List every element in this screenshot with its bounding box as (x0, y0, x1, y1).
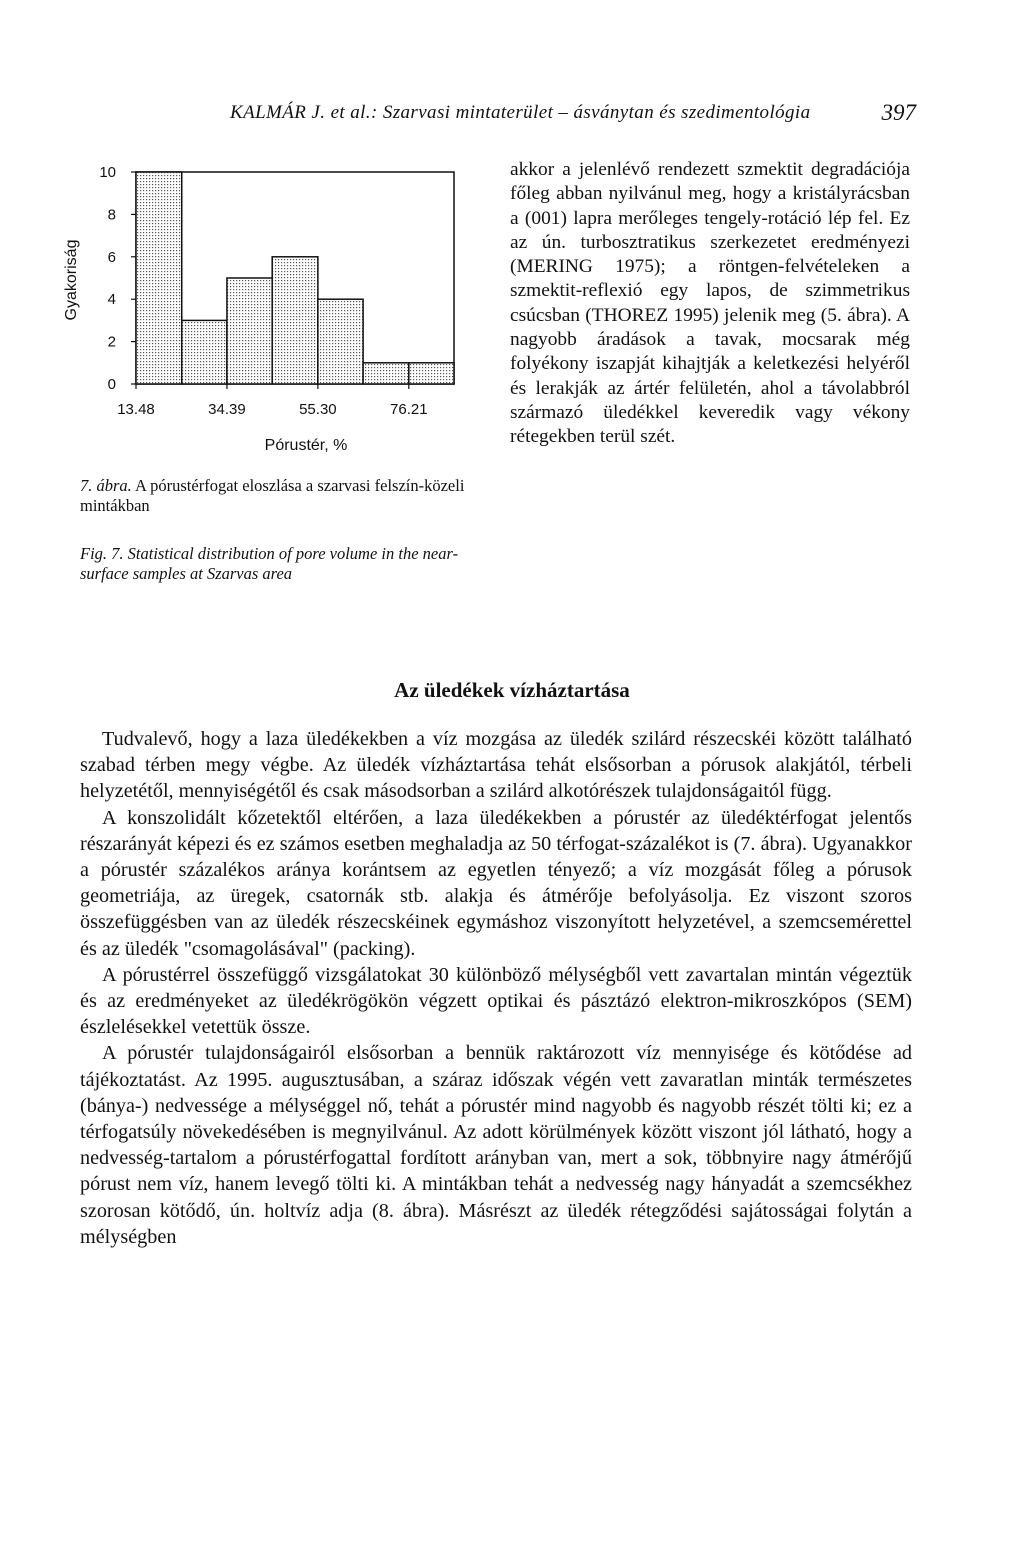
histogram-bar (182, 320, 227, 384)
page-number: 397 (881, 100, 916, 125)
body-paragraph-1: Tudvalevő, hogy a laza üledékekben a víz mozgása az üledék szilárd részecskéi között található szabad térben megy végbe. Az üledék vízháztartása tehát elsősorban a pórusok alakjától, térbeli helyzetétől, mennyiségétől és csak másodsorban a szilárd alkotórészek tulajdonságaitól függ. (80, 728, 912, 803)
x-tick-label: 55.30 (299, 401, 337, 418)
histogram-bar (227, 278, 272, 384)
y-tick-label: 10 (99, 164, 116, 181)
histogram-bar (136, 172, 182, 384)
x-tick-label: 34.39 (208, 401, 246, 418)
figure-7-histogram (50, 160, 470, 460)
x-tick-label: 13.48 (117, 401, 155, 418)
y-tick-label: 6 (107, 248, 116, 266)
figure-caption-hu (80, 476, 480, 516)
body-text (80, 726, 912, 1250)
y-tick-label: 2 (107, 333, 116, 351)
x-tick-label: 76.21 (390, 401, 428, 418)
x-axis-title: Pórustér, % (264, 437, 348, 454)
right-column (510, 158, 910, 450)
body-paragraph-3: A pórustérrel összefüggő vizsgálatokat 30 különböző mélységből vett zavartalan mintán végeztük és az eredményeket az üledékrögökön végzett optikai és pásztázó elektron-mikroszkópos (SEM) észlelésekkel vetettük össze. (80, 963, 912, 1039)
y-tick-label: 0 (107, 376, 116, 393)
y-axis-title: Gyakoriság (63, 239, 80, 321)
caption-en-text: Statistical distribution of pore volume in the near-surface samples at Szarvas area (80, 544, 459, 583)
y-tick-label: 4 (107, 291, 116, 309)
right-column-paragraph: akkor a jelenlévő rendezett szmektit degradációja főleg abban nyilvánul meg, hogy a kristályrácsban a (001) lapra merőleges tengely-rotáció lép fel. Ez az ún. turbosztratikus szerkezetet eredményezi (MERING 1975); a röntgen-felvételeken a szmektit-reflexió egy lapos, de szimmetrikus csúcsban (THOREZ 1995) jelenik meg (5. ábra). A nagyobb áradások a tavak, mocsarak még folyékony iszapját kihajtják a keletkezési helyéről és lerakják az ártér felületén, ahol a távolabbról származó üledékkel keveredik vagy vékony rétegekben terül szét. (510, 159, 910, 448)
section-title: Az üledékek vízháztartása (394, 678, 630, 702)
body-paragraph-4: A pórustér tulajdonságairól elsősorban a bennük raktározott víz mennyisége és kötődése ad tájékoztatást. Az 1995. augusztusában, a száraz időszak végén vett zavaratlan minták természetes (bánya-) nedvessége a mélységgel nő, tehát a pórustér mind nagyobb és nagyobb részét tölti ki; ez a térfogatsúly növekedésében is megnyilvánul. Az adott körülmények között viszont jól látható, hogy a nedvesség-tartalom a pórustérfogattal fordított arányban van, mert a sok, többnyire nagy átmérőjű pórust nem víz, hanem levegő tölti ki. A mintákban tehát a nedvesség nagy hányadát a szemcsékhez szorosan kötődő, ún. holtvíz adja (8. ábra). Másrészt az üledék rétegződési sajátosságai folytán a mélységben (80, 1042, 912, 1248)
running-head (230, 102, 916, 130)
histogram-bar (318, 299, 363, 384)
histogram-bar (409, 363, 454, 384)
caption-en-label: Fig. 7. (80, 544, 124, 563)
histogram-bar (272, 257, 318, 384)
running-head-text: KALMÁR J. et al.: Szarvasi mintaterület – ásványtan és szedimentológia (230, 102, 811, 123)
caption-hu-label: 7. ábra. (80, 476, 132, 495)
y-tick-label: 8 (107, 206, 116, 224)
histogram-bar (363, 363, 409, 384)
caption-hu-text: A pórustérfogat eloszlása a szarvasi felszín-közeli mintákban (80, 476, 465, 515)
figure-caption-en (80, 544, 480, 584)
body-paragraph-2: A konszolidált kőzetektől eltérően, a laza üledékekben a pórustér az üledéktérfogat jelentős részarányát képezi és ez számos esetben meghaladja az 50 térfogat-százalékot is (7. ábra). Ugyanakkor a pórustér százalékos aránya korántsem az egyetlen tényező; a víz mozgását főleg a pórusok geometriája, az üregek, csatornák stb. alakja és átmérője befolyásolja. Ez viszont szoros összefüggésben van az üledék részecskéinek egymáshoz viszonyított helyzetével, a szemcsemérettel és az üledék "csomagolásával" (packing). (80, 806, 912, 960)
